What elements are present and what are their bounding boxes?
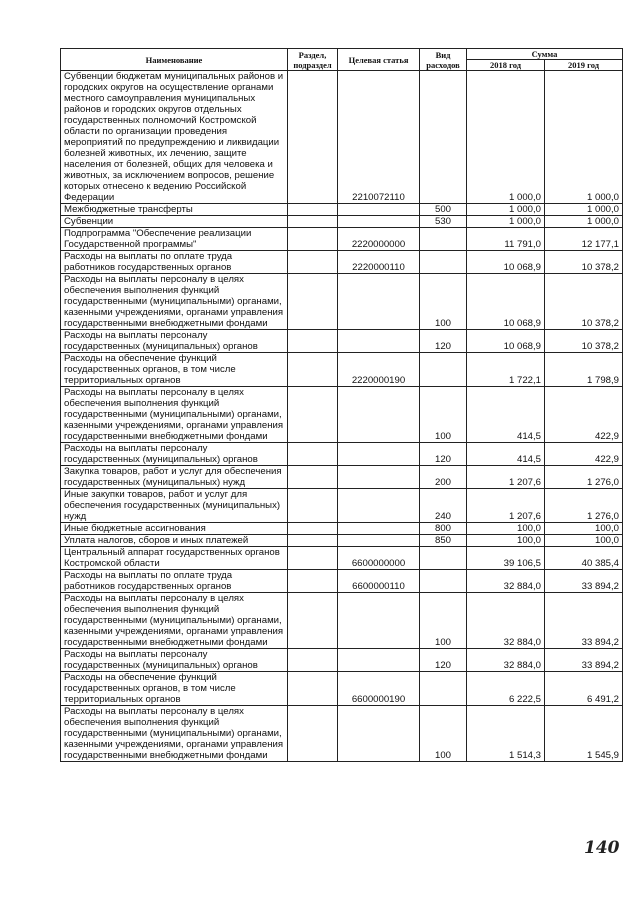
cell-y2018: 6 222,5 xyxy=(467,672,545,706)
cell-name: Расходы на выплаты персоналу государственных (муниципальных) органов xyxy=(61,443,288,466)
cell-target xyxy=(338,387,420,443)
cell-section xyxy=(288,706,338,762)
cell-name: Расходы на выплаты персоналу в целях обеспечения выполнения функций государственными (муниципальными) органами, казенными учреждениями, органами управления государственными внебюджетными фондами xyxy=(61,274,288,330)
table-row xyxy=(61,251,623,274)
cell-y2018: 100,0 xyxy=(467,523,545,535)
table-row xyxy=(61,204,623,216)
cell-target xyxy=(338,216,420,228)
cell-name: Расходы на выплаты персоналу в целях обеспечения выполнения функций государственными (муниципальными) органами, казенными учреждениями, органами управления государственными внебюджетными фондами xyxy=(61,706,288,762)
cell-y2019: 1 798,9 xyxy=(545,353,623,387)
cell-kind: 100 xyxy=(420,593,467,649)
cell-section xyxy=(288,443,338,466)
cell-name: Расходы на выплаты персоналу в целях обеспечения выполнения функций государственными (муниципальными) органами, казенными учреждениями, органами управления государственными внебюджетными фондами xyxy=(61,593,288,649)
cell-y2019: 40 385,4 xyxy=(545,547,623,570)
cell-y2019: 33 894,2 xyxy=(545,570,623,593)
cell-section xyxy=(288,570,338,593)
table-row xyxy=(61,353,623,387)
cell-section xyxy=(288,649,338,672)
cell-kind xyxy=(420,251,467,274)
cell-y2018: 1 207,6 xyxy=(467,466,545,489)
cell-y2018: 1 000,0 xyxy=(467,216,545,228)
cell-kind xyxy=(420,547,467,570)
cell-y2019: 12 177,1 xyxy=(545,228,623,251)
cell-target xyxy=(338,443,420,466)
cell-y2019: 422,9 xyxy=(545,443,623,466)
cell-target xyxy=(338,706,420,762)
table-row xyxy=(61,489,623,523)
col-header-2019: 2019 год xyxy=(545,60,623,71)
cell-kind: 800 xyxy=(420,523,467,535)
cell-y2018: 10 068,9 xyxy=(467,251,545,274)
cell-y2018: 10 068,9 xyxy=(467,274,545,330)
cell-kind: 850 xyxy=(420,535,467,547)
cell-target xyxy=(338,593,420,649)
cell-y2019: 100,0 xyxy=(545,523,623,535)
cell-name: Межбюджетные трансферты xyxy=(61,204,288,216)
col-header-kind: Вид расходов xyxy=(420,49,467,71)
cell-section xyxy=(288,387,338,443)
table-row xyxy=(61,535,623,547)
cell-section xyxy=(288,330,338,353)
cell-name: Расходы на обеспечение функций государственных органов, в том числе территориальных органов xyxy=(61,672,288,706)
cell-name: Расходы на выплаты персоналу в целях обеспечения выполнения функций государственными (муниципальными) органами, казенными учреждениями, органами управления государственными внебюджетными фондами xyxy=(61,387,288,443)
cell-name: Расходы на выплаты персоналу государственных (муниципальных) органов xyxy=(61,649,288,672)
cell-target xyxy=(338,274,420,330)
col-header-name: Наименование xyxy=(61,49,288,71)
cell-target: 2220000110 xyxy=(338,251,420,274)
cell-section xyxy=(288,672,338,706)
cell-kind: 120 xyxy=(420,330,467,353)
cell-target xyxy=(338,466,420,489)
cell-name: Расходы на выплаты по оплате труда работников государственных органов xyxy=(61,570,288,593)
table-row xyxy=(61,649,623,672)
cell-section xyxy=(288,547,338,570)
cell-kind: 120 xyxy=(420,649,467,672)
table-row xyxy=(61,216,623,228)
cell-y2019: 33 894,2 xyxy=(545,593,623,649)
cell-section xyxy=(288,71,338,204)
cell-y2018: 32 884,0 xyxy=(467,593,545,649)
cell-y2019: 1 545,9 xyxy=(545,706,623,762)
cell-target xyxy=(338,535,420,547)
cell-name: Уплата налогов, сборов и иных платежей xyxy=(61,535,288,547)
cell-y2018: 1 514,3 xyxy=(467,706,545,762)
cell-kind xyxy=(420,672,467,706)
cell-y2018: 414,5 xyxy=(467,443,545,466)
cell-y2019: 10 378,2 xyxy=(545,251,623,274)
cell-target: 2220000190 xyxy=(338,353,420,387)
cell-kind: 200 xyxy=(420,466,467,489)
cell-y2019: 10 378,2 xyxy=(545,274,623,330)
cell-target xyxy=(338,330,420,353)
col-header-target: Целевая статья xyxy=(338,49,420,71)
cell-y2018: 11 791,0 xyxy=(467,228,545,251)
cell-section xyxy=(288,489,338,523)
cell-target: 6600000190 xyxy=(338,672,420,706)
cell-target: 2220000000 xyxy=(338,228,420,251)
cell-kind: 240 xyxy=(420,489,467,523)
cell-y2018: 39 106,5 xyxy=(467,547,545,570)
cell-y2019: 1 000,0 xyxy=(545,216,623,228)
cell-kind: 500 xyxy=(420,204,467,216)
cell-name: Расходы на выплаты персоналу государственных (муниципальных) органов xyxy=(61,330,288,353)
cell-section xyxy=(288,353,338,387)
cell-y2018: 414,5 xyxy=(467,387,545,443)
cell-section xyxy=(288,523,338,535)
col-header-section: Раздел, подраздел xyxy=(288,49,338,71)
cell-y2018: 1 000,0 xyxy=(467,71,545,204)
cell-target xyxy=(338,523,420,535)
cell-section xyxy=(288,251,338,274)
cell-y2018: 100,0 xyxy=(467,535,545,547)
table-row xyxy=(61,443,623,466)
budget-table xyxy=(60,48,623,762)
table-row xyxy=(61,387,623,443)
cell-name: Расходы на обеспечение функций государственных органов, в том числе территориальных органов xyxy=(61,353,288,387)
table-row xyxy=(61,593,623,649)
cell-section xyxy=(288,216,338,228)
cell-target: 6600000000 xyxy=(338,547,420,570)
cell-y2019: 100,0 xyxy=(545,535,623,547)
cell-target xyxy=(338,649,420,672)
cell-y2018: 1 207,6 xyxy=(467,489,545,523)
cell-name: Центральный аппарат государственных органов Костромской области xyxy=(61,547,288,570)
cell-section xyxy=(288,466,338,489)
cell-section xyxy=(288,228,338,251)
cell-name: Расходы на выплаты по оплате труда работников государственных органов xyxy=(61,251,288,274)
cell-name: Иные бюджетные ассигнования xyxy=(61,523,288,535)
col-header-2018: 2018 год xyxy=(467,60,545,71)
cell-y2018: 32 884,0 xyxy=(467,570,545,593)
cell-y2018: 1 000,0 xyxy=(467,204,545,216)
cell-section xyxy=(288,593,338,649)
budget-table-page xyxy=(60,48,622,762)
cell-name: Иные закупки товаров, работ и услуг для обеспечения государственных (муниципальных) нужд xyxy=(61,489,288,523)
header-row-1 xyxy=(61,49,623,60)
cell-y2019: 1 000,0 xyxy=(545,71,623,204)
cell-section xyxy=(288,535,338,547)
cell-kind: 100 xyxy=(420,387,467,443)
cell-name: Субвенции xyxy=(61,216,288,228)
table-row xyxy=(61,570,623,593)
cell-kind: 100 xyxy=(420,274,467,330)
cell-section xyxy=(288,204,338,216)
cell-y2018: 1 722,1 xyxy=(467,353,545,387)
table-body xyxy=(61,71,623,762)
cell-y2019: 1 000,0 xyxy=(545,204,623,216)
table-row xyxy=(61,706,623,762)
cell-name: Закупка товаров, работ и услуг для обеспечения государственных (муниципальных) нужд xyxy=(61,466,288,489)
cell-y2018: 32 884,0 xyxy=(467,649,545,672)
cell-kind: 100 xyxy=(420,706,467,762)
cell-name: Подпрограмма "Обеспечение реализации Государственной программы" xyxy=(61,228,288,251)
col-header-sum: Сумма xyxy=(467,49,623,60)
cell-y2019: 33 894,2 xyxy=(545,649,623,672)
table-row xyxy=(61,330,623,353)
table-row xyxy=(61,228,623,251)
cell-name: Субвенции бюджетам муниципальных районов и городских округов на осуществление органами местного самоуправления муниципальных районов и городских округов отдельных государственных полномочий Костромской области по организации проведения мероприятий по предупреждению и ликвидации болезней животных, их лечению, защите населения от болезней, общих для человека и животных, за исключением вопросов, решение которых отнесено к ведению Российской Федерации xyxy=(61,71,288,204)
table-row xyxy=(61,672,623,706)
cell-y2019: 1 276,0 xyxy=(545,489,623,523)
cell-target: 6600000110 xyxy=(338,570,420,593)
cell-kind xyxy=(420,570,467,593)
cell-target xyxy=(338,489,420,523)
cell-kind xyxy=(420,71,467,204)
cell-section xyxy=(288,274,338,330)
table-row xyxy=(61,274,623,330)
cell-target xyxy=(338,204,420,216)
cell-target: 2210072110 xyxy=(338,71,420,204)
table-row xyxy=(61,547,623,570)
cell-y2019: 422,9 xyxy=(545,387,623,443)
cell-kind xyxy=(420,228,467,251)
table-row xyxy=(61,71,623,204)
cell-kind xyxy=(420,353,467,387)
page-number: 140 xyxy=(584,838,620,858)
cell-y2018: 10 068,9 xyxy=(467,330,545,353)
cell-y2019: 10 378,2 xyxy=(545,330,623,353)
table-row xyxy=(61,466,623,489)
cell-kind: 530 xyxy=(420,216,467,228)
cell-kind: 120 xyxy=(420,443,467,466)
table-row xyxy=(61,523,623,535)
cell-y2019: 6 491,2 xyxy=(545,672,623,706)
cell-y2019: 1 276,0 xyxy=(545,466,623,489)
